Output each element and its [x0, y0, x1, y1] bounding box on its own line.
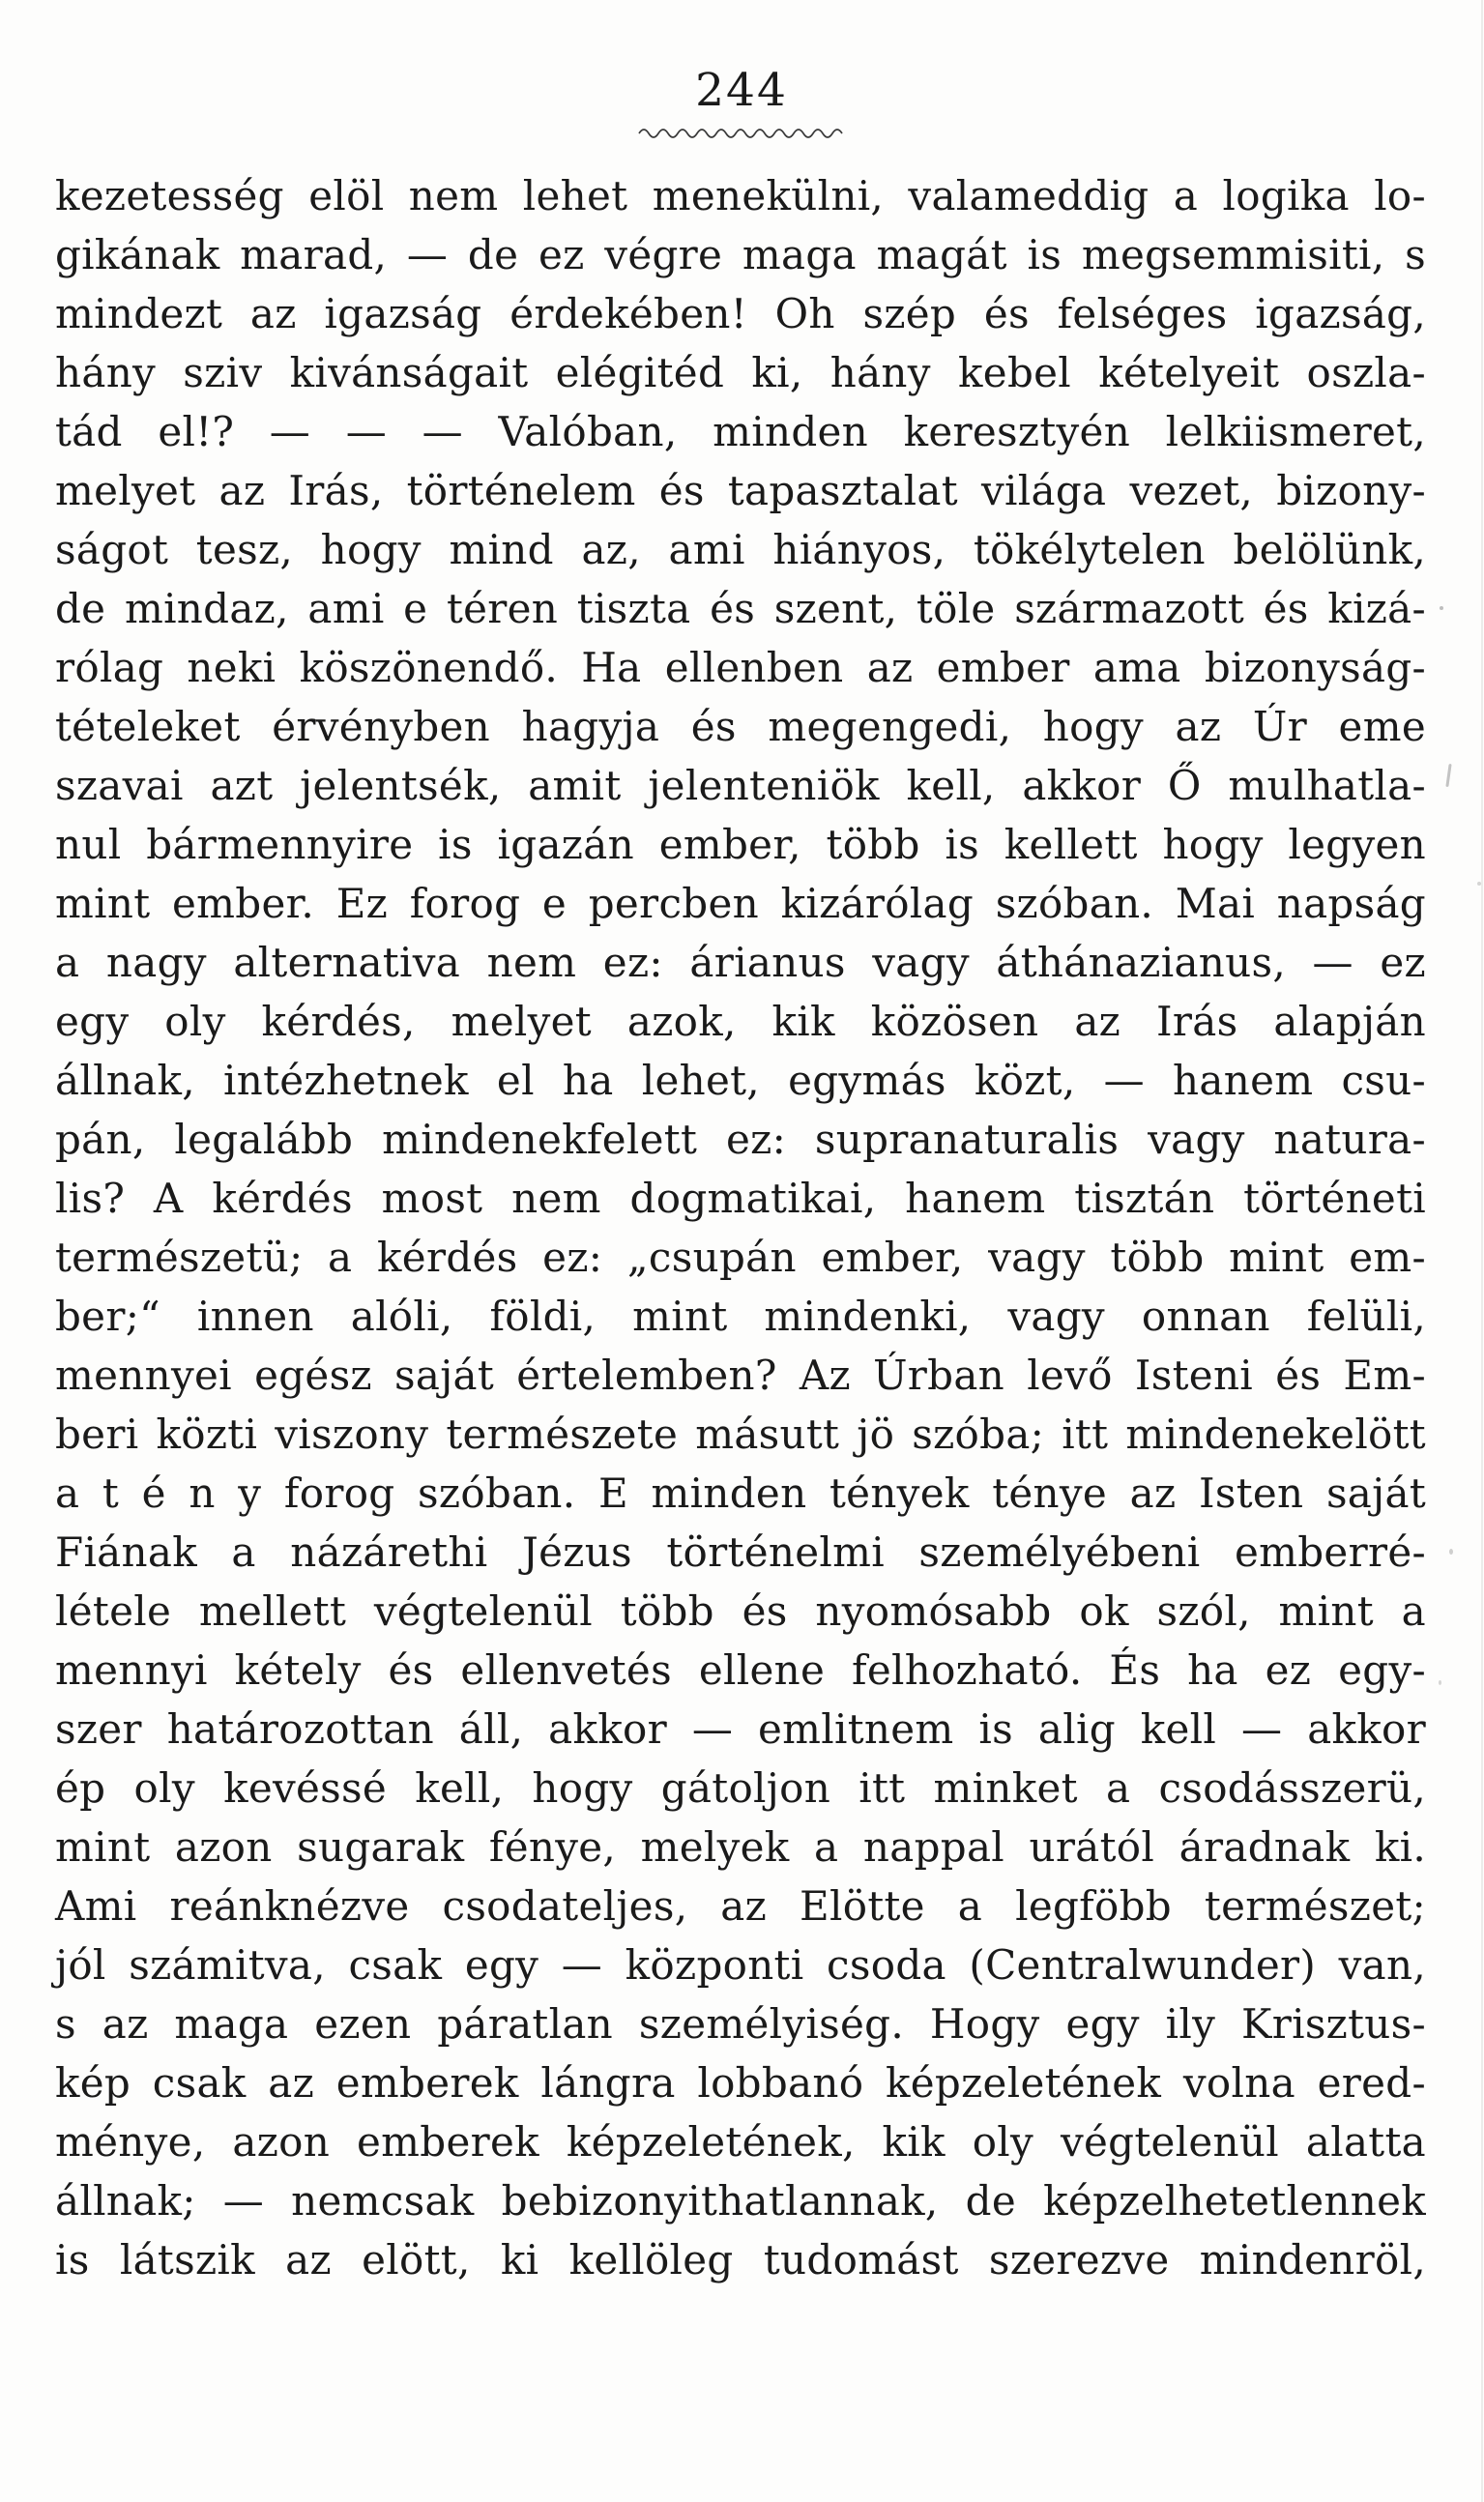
text-line: ép oly kevéssé kell, hogy gátoljon itt minket a csodásszerü,: [55, 1764, 1426, 1812]
text-line: ber;“ innen alóli, földi, mint mindenki, vagy onnan felüli,: [55, 1293, 1426, 1340]
text-line: is látszik az elött, ki kellöleg tudomást szerezve mindenröl,: [55, 2236, 1426, 2284]
text-line: mennyei egész saját értelemben? Az Úrban levő Isteni és Em-: [55, 1352, 1426, 1399]
text-line: jól számitva, csak egy — központi csoda (Centralwunder) van,: [55, 1941, 1426, 1989]
text-line: de mindaz, ami e téren tiszta és szent, töle származott és kizá-: [55, 585, 1426, 632]
text-line: egy oly kérdés, melyet azok, kik közösen az Irás alapján: [55, 998, 1426, 1045]
squiggle-icon: [636, 125, 847, 138]
scan-speck: [1449, 1549, 1453, 1555]
text-line: tád el!? — — — Valóban, minden keresztyén lelkiismeret,: [55, 408, 1426, 455]
text-line: tételeket érvényben hagyja és megengedi, hogy az Úr eme: [55, 703, 1426, 750]
text-line: hány sziv kivánságait elégitéd ki, hány kebel kételyeit oszla-: [55, 349, 1426, 396]
text-line: természetü; a kérdés ez: „csupán ember, vagy több mint em-: [55, 1234, 1426, 1281]
text-line: kép csak az emberek lángra lobbanó képzeletének volna ered-: [55, 2059, 1426, 2107]
text-line: gikának marad, — de ez végre maga magát is megsemmisiti, s: [55, 231, 1426, 278]
text-line: létele mellett végtelenül több és nyomósabb ok szól, mint a: [55, 1587, 1426, 1635]
text-line: mint ember. Ez forog e percben kizárólag szóban. Mai napság: [55, 880, 1426, 927]
page-text: [55, 166, 1426, 2289]
text-line: Ami reánknézve csodateljes, az Elötte a legföbb természet;: [55, 1882, 1426, 1930]
scan-speck: [1439, 1680, 1441, 1685]
text-line: kezetesség elöl nem lehet menekülni, valameddig a logika lo-: [55, 172, 1426, 219]
scan-speck: [1440, 606, 1443, 610]
text-line: a t é n y forog szóban. E minden tények ténye az Isten saját: [55, 1469, 1426, 1517]
text-line: mint azon sugarak fénye, melyek a nappal urától áradnak ki.: [55, 1823, 1426, 1871]
page-number: 244: [695, 64, 788, 117]
page-number-underline: [55, 124, 1428, 142]
text-line: s az maga ezen páratlan személyiség. Hogy egy ily Krisztus-: [55, 2000, 1426, 2048]
text-line: szer határozottan áll, akkor — emlitnem is alig kell — akkor: [55, 1705, 1426, 1753]
text-line: a nagy alternativa nem ez: árianus vagy áthánazianus, — ez: [55, 939, 1426, 986]
text-line: lis? A kérdés most nem dogmatikai, hanem tisztán történeti: [55, 1175, 1426, 1222]
text-line: állnak, intézhetnek el ha lehet, egymás közt, — hanem csu-: [55, 1057, 1426, 1104]
text-line: szavai azt jelentsék, amit jelenteniök kell, akkor Ő mulhatla-: [55, 762, 1426, 809]
text-line: Fiának a názárethi Jézus történelmi személyébeni emberré-: [55, 1528, 1426, 1576]
scan-speck: [1477, 882, 1481, 886]
text-line: mennyi kétely és ellenvetés ellene felhozható. És ha ez egy-: [55, 1646, 1426, 1694]
text-line: rólag neki köszönendő. Ha ellenben az ember ama bizonyság-: [55, 644, 1426, 691]
text-line: nul bármennyire is igazán ember, több is kellett hogy legyen: [55, 821, 1426, 868]
text-line: melyet az Irás, történelem és tapasztalat világa vezet, bizony-: [55, 467, 1426, 514]
scan-edge: [1481, 0, 1483, 2502]
text-line: beri közti viszony természete másutt jö szóba; itt mindenekelött: [55, 1411, 1426, 1458]
scan-speck: [1445, 764, 1451, 787]
text-line: állnak; — nemcsak bebizonyithatlannak, de képzelhetetlennek: [55, 2177, 1426, 2225]
text-line: mindezt az igazság érdekében! Oh szép és felséges igazság,: [55, 290, 1426, 337]
text-line: ménye, azon emberek képzeletének, kik oly végtelenül alatta: [55, 2118, 1426, 2166]
text-line: ságot tesz, hogy mind az, ami hiányos, tökélytelen belölünk,: [55, 526, 1426, 573]
text-line: pán, legalább mindenekfelett ez: supranaturalis vagy natura-: [55, 1116, 1426, 1163]
